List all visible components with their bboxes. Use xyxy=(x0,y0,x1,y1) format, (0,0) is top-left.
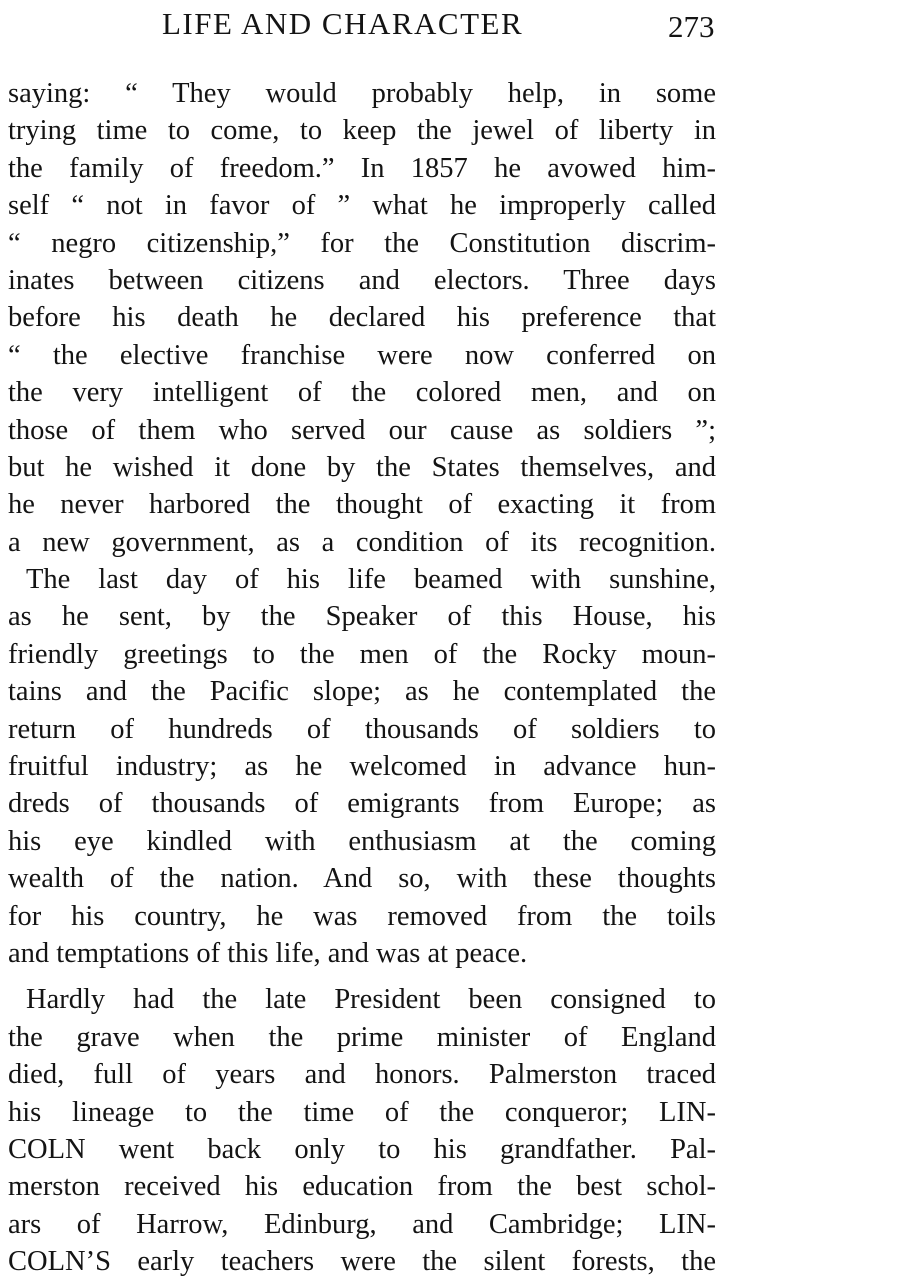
paragraph-gap xyxy=(8,972,716,981)
text-line: he never harbored the thought of exacting it from xyxy=(8,489,716,521)
text-line: before his death he declared his preference that xyxy=(8,302,716,334)
text-line: COLN’S early teachers were the silent forests, the xyxy=(8,1246,716,1278)
text-line: but he wished it done by the States themselves, and xyxy=(8,451,716,483)
text-line: return of hundreds of thousands of soldiers to xyxy=(8,713,716,745)
text-line: dreds of thousands of emigrants from Europe; as xyxy=(8,788,716,820)
text-line: his eye kindled with enthusiasm at the coming xyxy=(8,825,716,857)
text-line: trying time to come, to keep the jewel of liberty in xyxy=(8,115,716,147)
text-line: wealth of the nation. And so, with these thoughts xyxy=(8,863,716,895)
text-line: merston received his education from the best schol- xyxy=(8,1171,716,1203)
text-line: Hardly had the late President been consigned to xyxy=(26,984,716,1016)
text-line: the family of freedom.” In 1857 he avowed him- xyxy=(8,152,716,184)
paragraph xyxy=(8,75,716,561)
text-line: those of them who served our cause as soldiers ”; xyxy=(8,414,716,446)
text-line: for his country, he was removed from the toils xyxy=(8,900,716,932)
text-line: self “ not in favor of ” what he improperly called xyxy=(8,190,716,222)
text-line: COLN went back only to his grandfather. Pal- xyxy=(8,1133,716,1165)
body-text xyxy=(8,75,716,1281)
text-line: fruitful industry; as he welcomed in advance hun- xyxy=(8,751,716,783)
text-line: a new government, as a condition of its recognition. xyxy=(8,526,716,558)
text-line: “ negro citizenship,” for the Constitution discrim- xyxy=(8,227,716,259)
text-line: died, full of years and honors. Palmerston traced xyxy=(8,1059,716,1091)
text-line: and temptations of this life, and was at peace. xyxy=(8,937,528,969)
running-header xyxy=(0,6,900,50)
text-line: “ the elective franchise were now conferred on xyxy=(8,339,716,371)
text-line: friendly greetings to the men of the Rocky moun- xyxy=(8,638,716,670)
paragraph xyxy=(8,981,716,1280)
text-line: as he sent, by the Speaker of this House, his xyxy=(8,601,716,633)
text-line: saying: “ They would probably help, in some xyxy=(8,78,716,109)
text-line: The last day of his life beamed with sunshine, xyxy=(26,564,716,596)
text-line: ars of Harrow, Edinburg, and Cambridge; LIN- xyxy=(8,1208,716,1240)
text-line: the grave when the prime minister of England xyxy=(8,1021,716,1053)
text-line: tains and the Pacific slope; as he contemplated the xyxy=(8,676,716,708)
text-line: his lineage to the time of the conqueror; LIN- xyxy=(8,1096,716,1128)
paragraph xyxy=(8,561,716,972)
running-title: LIFE AND CHARACTER xyxy=(162,6,524,41)
page-number: 273 xyxy=(668,9,715,44)
text-line: inates between citizens and electors. Three days xyxy=(8,264,716,296)
text-line: the very intelligent of the colored men, and on xyxy=(8,377,716,409)
